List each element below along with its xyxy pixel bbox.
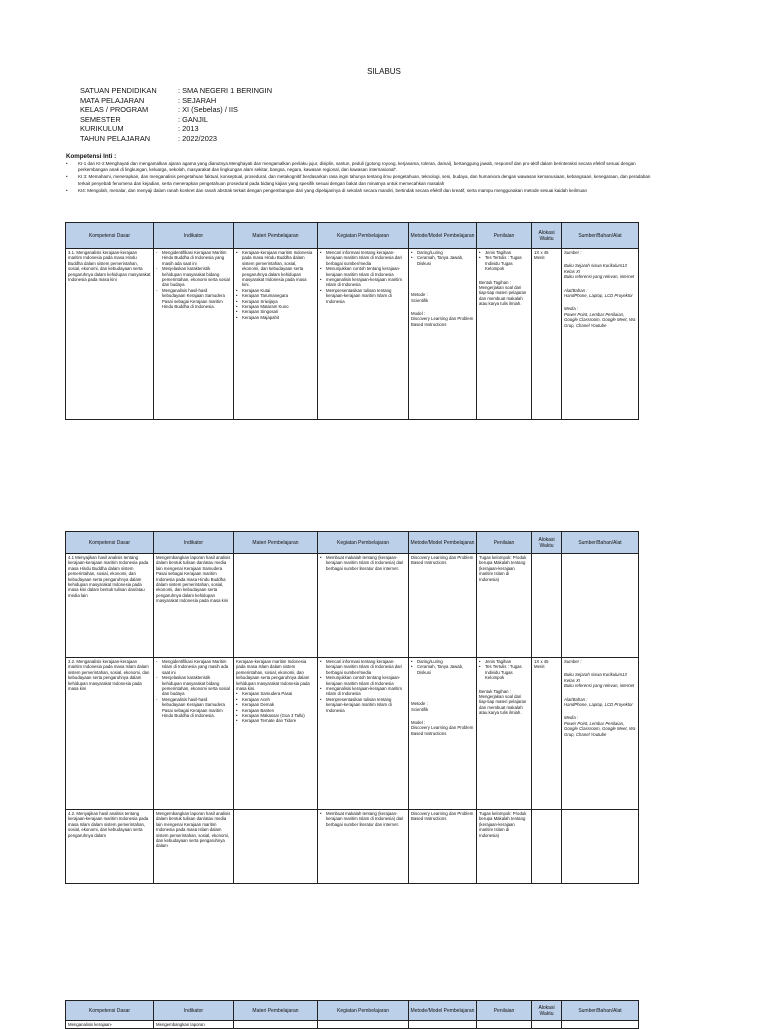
metode-cell: Discovery Learning dan Problem Based Instructions xyxy=(409,554,477,658)
meta-key: KELAS / PROGRAM xyxy=(80,105,149,115)
indikator-cell xyxy=(154,658,234,810)
sumber-text: Buku Sejarah siswa Kurikulum13 Kelas XI xyxy=(564,672,627,683)
sumber-cell xyxy=(562,554,639,658)
indikator-cell: Mengembangkan laporan xyxy=(154,1021,234,1029)
model-label: Model : xyxy=(411,311,426,317)
header-cell: Indikator xyxy=(154,223,234,249)
materi-cell xyxy=(234,1021,318,1029)
bullet-icon: • xyxy=(66,187,68,193)
model-value: Discovery Learning dan Problem Based Instructions xyxy=(411,725,474,736)
sumber-text: Buku Sejarah siswa Kurikulum13 Kelas XI xyxy=(564,263,627,274)
kegiatan-cell xyxy=(318,810,409,884)
meta-key: TAHUN PELAJARAN xyxy=(80,133,151,143)
list-item: • Kerajaan Aceh xyxy=(236,697,315,702)
kompetensi-text: KI-1 dan KI-2:Menghayati dan mengamalkan ajaran agama yang dianutnya.Menghayati dan mengamalkan perilaku jujur, disiplin, santun, peduli (gotong royong, kerjasama, toleran, damai), bertanggung jawab, responsif dan pro-aktif dalam berinteraksi secara efektif sesuai dengan perkembangan anak di lingkungan, keluarga, sekolah, masyarakat dan lingkungan alam sekitar, bangsa, negara, kawasan regional, dan kawasan internasional". xyxy=(78,161,636,173)
model-value: Discovery Learning dan Problem Based Instructions xyxy=(411,316,474,327)
list-item: • Kerajaan Tarumanegara xyxy=(236,293,315,298)
sumber-ref: Buku referensi yang relevan, internet xyxy=(564,274,635,280)
list-item: • Jenis Tagihan xyxy=(479,250,529,255)
kompetensi-item xyxy=(66,188,660,194)
alat-text: HandPhone, Laptop, LCD Proyektor xyxy=(564,293,633,299)
metode-label: Metode : xyxy=(411,292,428,298)
silabus-table-1 xyxy=(65,222,639,420)
list-item: • Menunjukkan contoh tentang kerajaan-kerajaan maritim Islam di Indonesia xyxy=(320,266,406,277)
meta-row xyxy=(80,105,272,115)
list-item: • Kerajaan Banten xyxy=(236,708,315,713)
alokasi-cell xyxy=(532,810,562,884)
list-item: • Jenis Tagihan xyxy=(479,659,529,664)
list-item: - Menjelaskan karakteristik kehidupan masyarakat bidang pemerintahan, ekonomi serta sosial dan budaya xyxy=(156,266,231,288)
materi-cell xyxy=(234,658,318,810)
header-cell: Sumber/Bahan/Alat xyxy=(562,223,639,249)
alat-title: Alat/Bahan : xyxy=(564,287,588,293)
meta-value: : 2022/2023 xyxy=(178,133,218,143)
media-text: Power Point, Lembar Penilaian, Google Classroom, Google Meet, Wa Grup, Chanel Youtube xyxy=(564,311,636,328)
bullet-icon: • xyxy=(66,161,68,166)
meta-key: MATA PELAJARAN xyxy=(80,95,145,105)
list-item: • Mempresentasikan tulisan tentang kerajaan-kerajaan maritim Islam di Indonesia xyxy=(320,697,406,713)
sumber-cell xyxy=(562,1021,639,1029)
list-item: - Mengidentifikasi Kerajaan Maritim Islam di Indonesia yang masih ada saat ini xyxy=(156,659,231,675)
list-item: • Membuat makalah tentang (kerajaan-kerajaan maritim Islam di Indonesia) dari berbagai sumber literatur dan internet. xyxy=(320,811,406,827)
header-cell: Materi Pembelajaran xyxy=(234,532,318,554)
kd-cell: Menganalisis kerajaan- xyxy=(66,1021,154,1029)
header-cell: Materi Pembelajaran xyxy=(234,223,318,249)
list-item: • Tes Tertulis : Tugas Individu Tugas Kelompok xyxy=(479,664,529,680)
materi-intro: Kerajaan-kerajaan maritim Indonesia pada masa Islam dalam sistem pemerintahan, sosial, ekonomi, dan kebudayaan serta pengaruhnya dalam kehidupan masyarakat Indonesia pada masa kini. xyxy=(236,659,310,692)
header-cell: Sumber/Bahan/Alat xyxy=(562,1001,639,1021)
list-item: • Ceramah, Tanya Jawab, Diskusi xyxy=(411,255,474,266)
kompetensi-inti-list xyxy=(66,161,660,195)
meta-value: : 2013 xyxy=(178,124,199,134)
list-item: • Kerajaan Sriwijaya xyxy=(236,299,315,304)
header-cell: Sumber/Bahan/Alat xyxy=(562,532,639,554)
list-item: • Kerajaan Makassar (Goa 3 Tallo) xyxy=(236,713,315,718)
indikator-cell: Mengembangkan laporan hasil analisis dalam bentuk tulisan dan/atau media lain mengenai Kerajaan Samudera Pasai sebagai Kerajaan maritim Indonesia pada masa Hindu Buddha dalam sistem pemerintahan, sosial, ekonomi, dan kebudayaan serta pengaruhnya dalam kehidupan masyarakat Indonesia pada masa kini xyxy=(154,554,234,658)
bullet-icon: • xyxy=(66,174,68,180)
media-title: Media : xyxy=(564,715,579,721)
kegiatan-cell xyxy=(318,1021,409,1029)
meta-value: : SEJARAH xyxy=(178,95,217,105)
list-item: • Daring/Luring xyxy=(411,250,474,255)
meta-row xyxy=(80,134,272,144)
metode-cell xyxy=(409,1021,477,1029)
list-item: - Menganalisis hasil-hasil kebudayaan Kerajaan Samudera Pasai sebagai Kerajaan maritim Hindu Buddha di Indonesia. xyxy=(156,288,231,310)
table-row xyxy=(66,249,639,420)
kompetensi-text: KI 3: Memahami, menerapkan, dan menganalisis pengetahuan faktual, konseptual, prosedural, dan metakognitif berdasarkan rasa ingin tahunya tentang ilmu pengetahuan, teknologi, seni, budaya, dan humaniora dengan wawasan kemanusiaan, kebangsaan, kenegaraan, dan peradaban terkait penyebab fenomena dan kejadian, serta menerapkan pengetahuan prosedural pada bidang kajian yang spesifik sesuai dengan bakat dan minatnya untuk memecahkan masalah xyxy=(78,174,651,186)
kompetensi-item xyxy=(66,161,660,173)
penilaian-cell: Tugas kelompok: Produk berupa Makalah tentang (kerajaan-kerajaan maritim Islam di Indonesia) xyxy=(477,810,532,884)
sumber-cell xyxy=(562,658,639,810)
alat-text: HandPhone, Laptop, LCD Proyektor xyxy=(564,702,633,708)
header-cell: Penilaian xyxy=(477,532,532,554)
materi-cell xyxy=(234,810,318,884)
header-cell: Kompetensi Dasar xyxy=(66,223,154,249)
table-row xyxy=(66,658,639,810)
list-item: • Kerajaan Mataram Kuno xyxy=(236,304,315,309)
table-header-row xyxy=(66,1001,639,1021)
list-item: - Mengidentifikasi Kerajaan Maritim Hindu Buddha di Indonesia yang masih ada saat ini xyxy=(156,250,231,266)
list-item: • Kerajaan Kutai xyxy=(236,288,315,293)
indikator-cell xyxy=(154,249,234,420)
list-item: • Ceramah, Tanya Jawab, Diskusi xyxy=(411,664,474,675)
metode-value: Scientifik xyxy=(411,297,429,303)
penilaian-bentuk: Bentuk Tagihan : Mengerjakan soal dari tiap-tiap materi pelajaran dan membuat makalah atau karya tulis ilmiah. xyxy=(479,688,527,716)
metode-value: Scientifik xyxy=(411,706,429,712)
meta-row xyxy=(80,115,272,125)
sumber-cell xyxy=(562,249,639,420)
penilaian-cell xyxy=(477,249,532,420)
sumber-cell xyxy=(562,810,639,884)
header-cell: Indikator xyxy=(154,1001,234,1021)
list-item: • Kerajaan Majapahit xyxy=(236,315,315,320)
kegiatan-cell xyxy=(318,249,409,420)
alokasi-cell: 1X x 45 Menit xyxy=(532,249,562,420)
media-text: Power Point, Lembar Penilaian, Google Classroom, Google Meet, Wa Grup, Chanel Youtube xyxy=(564,720,636,737)
metode-label: Metode : xyxy=(411,701,428,707)
list-item: • Membuat makalah tentang (kerajaan-kerajaan maritim Islam di Indonesia) dari berbagai sumber literatur dan internet. xyxy=(320,555,406,571)
sumber-ref: Buku referensi yang relevan, internet xyxy=(564,683,635,689)
list-item: • Daring/Luring xyxy=(411,659,474,664)
meta-key: SEMESTER xyxy=(80,114,121,124)
header-cell: Indikator xyxy=(154,532,234,554)
kompetensi-item xyxy=(66,174,660,186)
header-cell: Kompetensi Dasar xyxy=(66,1001,154,1021)
materi-cell xyxy=(234,554,318,658)
list-item: - Menganalisis hasil-hasil kebudayaan Kerajaan Samudera Pasai sebagai Kerajaan maritim Hindu Buddha di Indonesia. xyxy=(156,697,231,719)
alokasi-cell xyxy=(532,554,562,658)
kd-cell: 3.2. Menganalisis kerajaan-kerajaan maritim Indonesia pada masa Islam dalam sistem pemerintahan, sosial, ekonomi, dan kebudayaan serta pengaruhnya dalam kehidupan masyarakat Indonesia pada masa kini xyxy=(66,658,154,810)
header-cell: Penilaian xyxy=(477,1001,532,1021)
penilaian-cell xyxy=(477,658,532,810)
materi-cell xyxy=(234,249,318,420)
list-item: • Tes Tertulis : Tugas Individu Tugas Kelompok xyxy=(479,255,529,271)
meta-key: SATUAN PENDIDIKAN xyxy=(80,86,157,95)
header-cell: Kegiatan Pembelajaran xyxy=(318,223,409,249)
list-item: • Menunjukkan contoh tentang kerajaan-kerajaan maritim Islam di Indonesia xyxy=(320,675,406,686)
meta-value: : XI (Sebelas) / IIS xyxy=(178,105,238,115)
table-header-row xyxy=(66,532,639,554)
penilaian-bentuk: Bentuk Tagihan : Mengerjakan soal dari tiap-tiap materi pelajaran dan membuat makalah atau karya tulis ilmiah. xyxy=(479,279,527,307)
model-label: Model : xyxy=(411,720,426,726)
list-item: • Mempresentasikan tulisan tentang kerajaan-kerajaan maritim Islam di Indonesia xyxy=(320,288,406,304)
metode-cell xyxy=(409,249,477,420)
penilaian-cell: Tugas kelompok: Produk berupa Makalah tentang (kerajaan-kerajaan maritim Islam di Indonesia) xyxy=(477,554,532,658)
sumber-title: Sumber : xyxy=(564,250,582,255)
penilaian-cell xyxy=(477,1021,532,1029)
list-item: • menganalisis kerajaan-kerajaan maritim Islam di Indonesia xyxy=(320,686,406,697)
header-cell: Metode/Model Pembelajaran xyxy=(409,1001,477,1021)
header-cell: Alokasi Waktu xyxy=(532,532,562,554)
header-cell: Kegiatan Pembelajaran xyxy=(318,532,409,554)
kd-cell: 4.1 Menyajikan hasil analisis tentang kerajaan-kerajaan maritim Indonesia pada masa Hindu Buddha dalam sistem pemerintahan, sosial, ekonomi, dan kebudayaan serta pengaruhnya dalam kehidupan masyarakat Indonesia pada masa kini dalam bentuk tulisan dan/atau media lain xyxy=(66,554,154,658)
header-cell: Metode/Model Pembelajaran xyxy=(409,223,477,249)
meta-value: : GANJIL xyxy=(178,114,208,124)
table-row xyxy=(66,554,639,658)
header-cell: Alokasi Waktu xyxy=(532,1001,562,1021)
media-title: Media : xyxy=(564,306,579,312)
kegiatan-cell xyxy=(318,554,409,658)
document-title: SILABUS xyxy=(367,67,401,76)
silabus-table-2 xyxy=(65,531,639,884)
meta-value: : SMA NEGERI 1 BERINGIN xyxy=(178,86,273,95)
meta-row xyxy=(80,124,272,134)
alat-title: Alat/Bahan : xyxy=(564,696,588,702)
list-item: • Kerajaan Demak xyxy=(236,702,315,707)
metode-cell xyxy=(409,658,477,810)
kompetensi-inti-title: Kompetensi Inti : xyxy=(66,153,117,160)
kd-cell: 4.2. Menyajikan hasil analisis tentang kerajaan-kerajaan maritim Indonesia pada masa Islam dalam sistem pemerintahan, sosial, ekonomi, dan kebudayaan serta pengaruhnya dalam xyxy=(66,810,154,884)
header-cell: Kegiatan Pembelajaran xyxy=(318,1001,409,1021)
kegiatan-cell xyxy=(318,658,409,810)
silabus-table-3 xyxy=(65,1000,639,1029)
meta-row xyxy=(80,86,272,96)
table-header-row xyxy=(66,223,639,249)
identity-block xyxy=(80,86,272,144)
list-item: • Kerajaan-kerajaan maritim Indonesia pada masa Hindu Buddha dalam sistem pemerintahan, sosial, ekonomi, dan kebudayaan serta pengaruhnya dalam kehidupan masyarakat Indonesia pada masa kini. xyxy=(236,250,315,288)
header-cell: Kompetensi Dasar xyxy=(66,532,154,554)
header-cell: Alokasi Waktu xyxy=(532,223,562,249)
header-cell: Materi Pembelajaran xyxy=(234,1001,318,1021)
kd-cell: 3.1. Menganalisis kerajaan-kerajaan maritim Indonesia pada masa Hindu Buddha dalam sistem pemerintahan, sosial, ekonomi, dan kebudayaan serta pengaruhnya dalam kehidupan masyarakat Indonesia pada masa kini xyxy=(66,249,154,420)
list-item: • menganalisis kerajaan-kerajaan maritim Islam di Indonesia xyxy=(320,277,406,288)
meta-key: KURIKULUM xyxy=(80,124,124,134)
list-item: • Kerajaan Singosari xyxy=(236,309,315,314)
alokasi-cell xyxy=(532,1021,562,1029)
kompetensi-text: KI4: Mengolah, menalar, dan menyaji dalam ranah konkret dan ranah abstrak terkait dengan pengembangan dari yang dipelajarinya di sekolah secara mandiri, bertindak secara efektif dan kreatif, serta mampu menggunakan metode sesuai kaidah keilmuan xyxy=(78,187,588,193)
list-item: • Mencari informasi tentang kerajaan-kerajaan maritim Islam di Indonesia dari berbagai sumber/media xyxy=(320,250,406,266)
meta-row xyxy=(80,96,272,106)
alokasi-cell: 1X x 45 Menit xyxy=(532,658,562,810)
list-item: - Menjelaskan karakteristik kehidupan masyarakat bidang pemerintahan, ekonomi serta sosial dan budaya xyxy=(156,675,231,697)
table-row xyxy=(66,810,639,884)
list-item: • Kerajaan Samudera Pasai xyxy=(236,691,315,696)
header-cell: Penilaian xyxy=(477,223,532,249)
indikator-cell: Mengembangkan laporan hasil analisis dalam bentuk tulisan dan/atau media lain mengenai Kerajaan maritim Indonesia pada masa Islam dalam sistem pemerintahan, sosial, ekonomi, dan kebudayaan serta pengaruhnya dalam xyxy=(154,810,234,884)
header-cell: Metode/Model Pembelajaran xyxy=(409,532,477,554)
list-item: • Mencari informasi tentang kerajaan-kerajaan maritim Islam di Indonesia dari berbagai sumber/media xyxy=(320,659,406,675)
metode-cell: Discovery Learning dan Problem Based Instructions xyxy=(409,810,477,884)
list-item: • Kerajaan Ternate dan Tidore xyxy=(236,718,315,723)
table-row xyxy=(66,1021,639,1029)
sumber-title: Sumber : xyxy=(564,659,582,664)
